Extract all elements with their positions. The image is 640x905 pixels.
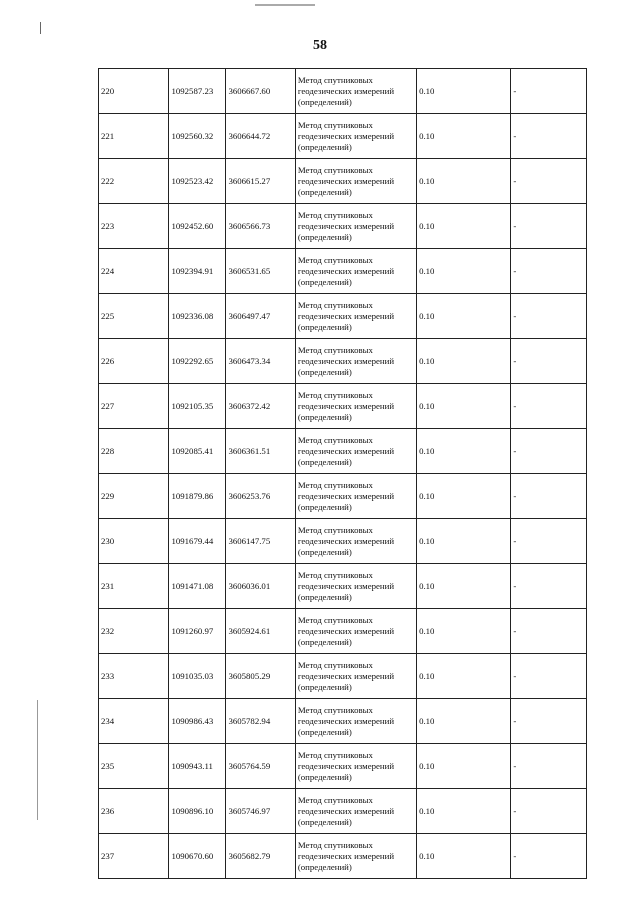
x-coordinate-cell: 1092292.65: [169, 339, 226, 384]
point-number-cell: 223: [99, 204, 169, 249]
point-number-cell: 226: [99, 339, 169, 384]
method-text-line: Метод спутниковых: [297, 704, 373, 715]
accuracy-cell: 0.10: [417, 429, 511, 474]
method-cell: [295, 834, 416, 879]
y-coordinate-cell: 3606036.01: [226, 564, 295, 609]
page-number: 58: [313, 38, 327, 53]
method-text-line: Метод спутниковых: [297, 839, 373, 850]
accuracy-cell: 0.10: [417, 69, 511, 114]
accuracy-cell: 0.10: [417, 249, 511, 294]
method-text-line: геодезических измерений: [297, 220, 395, 231]
method-text-line: (определений): [297, 681, 352, 692]
table-row: [99, 384, 587, 429]
method-cell: [295, 339, 416, 384]
method-cell: [295, 654, 416, 699]
point-number-cell: 233: [99, 654, 169, 699]
coordinates-table: [98, 68, 587, 879]
note-cell: -: [511, 249, 587, 294]
method-cell: [295, 114, 416, 159]
x-coordinate-cell: 1092523.42: [169, 159, 226, 204]
accuracy-cell: 0.10: [417, 834, 511, 879]
method-text-line: Метод спутниковых: [297, 209, 373, 220]
method-text-line: Метод спутниковых: [297, 74, 373, 85]
method-text-line: (определений): [297, 321, 352, 332]
accuracy-cell: 0.10: [417, 339, 511, 384]
note-cell: -: [511, 789, 587, 834]
method-text-line: геодезических измерений: [297, 625, 395, 636]
method-text-line: геодезических измерений: [297, 805, 395, 816]
method-text-line: Метод спутниковых: [297, 794, 373, 805]
point-number-cell: 231: [99, 564, 169, 609]
point-number-cell: 225: [99, 294, 169, 339]
point-number-cell: 221: [99, 114, 169, 159]
x-coordinate-cell: 1092452.60: [169, 204, 226, 249]
x-coordinate-cell: 1090943.11: [169, 744, 226, 789]
y-coordinate-cell: 3606531.65: [226, 249, 295, 294]
note-cell: -: [511, 744, 587, 789]
table-row: [99, 429, 587, 474]
method-text-line: геодезических измерений: [297, 490, 395, 501]
x-coordinate-cell: 1092587.23: [169, 69, 226, 114]
method-text-line: геодезических измерений: [297, 715, 395, 726]
table-row: [99, 789, 587, 834]
x-coordinate-cell: 1092105.35: [169, 384, 226, 429]
method-text-line: Метод спутниковых: [297, 614, 373, 625]
method-text-line: Метод спутниковых: [297, 479, 373, 490]
method-cell: [295, 744, 416, 789]
x-coordinate-cell: 1092560.32: [169, 114, 226, 159]
note-cell: -: [511, 474, 587, 519]
x-coordinate-cell: 1092336.08: [169, 294, 226, 339]
table-row: [99, 69, 587, 114]
point-number-cell: 229: [99, 474, 169, 519]
table-row: [99, 204, 587, 249]
accuracy-cell: 0.10: [417, 474, 511, 519]
point-number-cell: 222: [99, 159, 169, 204]
note-cell: -: [511, 699, 587, 744]
note-cell: -: [511, 609, 587, 654]
point-number-cell: 230: [99, 519, 169, 564]
y-coordinate-cell: 3605805.29: [226, 654, 295, 699]
method-cell: [295, 204, 416, 249]
point-number-cell: 227: [99, 384, 169, 429]
method-cell: [295, 519, 416, 564]
point-number-cell: 234: [99, 699, 169, 744]
y-coordinate-cell: 3606615.27: [226, 159, 295, 204]
method-text-line: (определений): [297, 231, 352, 242]
method-text-line: (определений): [297, 456, 352, 467]
method-cell: [295, 474, 416, 519]
method-text-line: геодезических измерений: [297, 310, 395, 321]
method-text-line: геодезических измерений: [297, 445, 395, 456]
point-number-cell: 236: [99, 789, 169, 834]
method-text-line: (определений): [297, 186, 352, 197]
method-text-line: геодезических измерений: [297, 400, 395, 411]
method-text-line: Метод спутниковых: [297, 389, 373, 400]
method-cell: [295, 609, 416, 654]
note-cell: -: [511, 834, 587, 879]
y-coordinate-cell: 3606372.42: [226, 384, 295, 429]
accuracy-cell: 0.10: [417, 159, 511, 204]
accuracy-cell: 0.10: [417, 384, 511, 429]
method-cell: [295, 789, 416, 834]
y-coordinate-cell: 3605682.79: [226, 834, 295, 879]
method-cell: [295, 249, 416, 294]
table-row: [99, 699, 587, 744]
x-coordinate-cell: 1092085.41: [169, 429, 226, 474]
method-text-line: (определений): [297, 276, 352, 287]
x-coordinate-cell: 1092394.91: [169, 249, 226, 294]
method-text-line: (определений): [297, 141, 352, 152]
method-text-line: геодезических измерений: [297, 130, 395, 141]
y-coordinate-cell: 3606253.76: [226, 474, 295, 519]
accuracy-cell: 0.10: [417, 204, 511, 249]
y-coordinate-cell: 3605746.97: [226, 789, 295, 834]
method-text-line: геодезических измерений: [297, 85, 395, 96]
method-cell: [295, 429, 416, 474]
x-coordinate-cell: 1091879.86: [169, 474, 226, 519]
point-number-cell: 220: [99, 69, 169, 114]
accuracy-cell: 0.10: [417, 609, 511, 654]
method-text-line: геодезических измерений: [297, 760, 395, 771]
x-coordinate-cell: 1090896.10: [169, 789, 226, 834]
point-number-cell: 224: [99, 249, 169, 294]
accuracy-cell: 0.10: [417, 744, 511, 789]
table-row: [99, 834, 587, 879]
method-text-line: (определений): [297, 546, 352, 557]
method-text-line: (определений): [297, 636, 352, 647]
method-text-line: геодезических измерений: [297, 670, 395, 681]
method-text-line: (определений): [297, 411, 352, 422]
method-text-line: (определений): [297, 816, 352, 827]
accuracy-cell: 0.10: [417, 114, 511, 159]
note-cell: -: [511, 384, 587, 429]
table-row: [99, 744, 587, 789]
method-text-line: (определений): [297, 96, 352, 107]
method-text-line: Метод спутниковых: [297, 434, 373, 445]
x-coordinate-cell: 1091679.44: [169, 519, 226, 564]
table-row: [99, 294, 587, 339]
method-cell: [295, 564, 416, 609]
note-cell: -: [511, 294, 587, 339]
y-coordinate-cell: 3606497.47: [226, 294, 295, 339]
method-text-line: Метод спутниковых: [297, 119, 373, 130]
note-cell: -: [511, 339, 587, 384]
method-text-line: Метод спутниковых: [297, 164, 373, 175]
method-text-line: геодезических измерений: [297, 265, 395, 276]
accuracy-cell: 0.10: [417, 789, 511, 834]
y-coordinate-cell: 3606473.34: [226, 339, 295, 384]
method-text-line: геодезических измерений: [297, 355, 395, 366]
point-number-cell: 228: [99, 429, 169, 474]
scan-artifact-left-line: [40, 22, 41, 34]
accuracy-cell: 0.10: [417, 519, 511, 564]
point-number-cell: 237: [99, 834, 169, 879]
x-coordinate-cell: 1090670.60: [169, 834, 226, 879]
point-number-cell: 232: [99, 609, 169, 654]
method-cell: [295, 159, 416, 204]
scan-artifact-left-line: [37, 700, 38, 820]
method-text-line: Метод спутниковых: [297, 569, 373, 580]
y-coordinate-cell: 3606644.72: [226, 114, 295, 159]
note-cell: -: [511, 204, 587, 249]
y-coordinate-cell: 3606667.60: [226, 69, 295, 114]
method-text-line: геодезических измерений: [297, 175, 395, 186]
note-cell: -: [511, 114, 587, 159]
scan-artifact-top-smudge: [255, 4, 315, 6]
y-coordinate-cell: 3606147.75: [226, 519, 295, 564]
y-coordinate-cell: 3605924.61: [226, 609, 295, 654]
accuracy-cell: 0.10: [417, 564, 511, 609]
x-coordinate-cell: 1091471.08: [169, 564, 226, 609]
method-cell: [295, 699, 416, 744]
method-text-line: (определений): [297, 726, 352, 737]
x-coordinate-cell: 1091260.97: [169, 609, 226, 654]
table-row: [99, 249, 587, 294]
table-row: [99, 159, 587, 204]
note-cell: -: [511, 654, 587, 699]
table-row: [99, 654, 587, 699]
method-text-line: геодезических измерений: [297, 850, 395, 861]
note-cell: -: [511, 564, 587, 609]
method-text-line: (определений): [297, 501, 352, 512]
y-coordinate-cell: 3606361.51: [226, 429, 295, 474]
accuracy-cell: 0.10: [417, 699, 511, 744]
method-text-line: геодезических измерений: [297, 580, 395, 591]
accuracy-cell: 0.10: [417, 294, 511, 339]
method-text-line: Метод спутниковых: [297, 344, 373, 355]
method-cell: [295, 384, 416, 429]
method-text-line: Метод спутниковых: [297, 254, 373, 265]
method-text-line: геодезических измерений: [297, 535, 395, 546]
table-row: [99, 114, 587, 159]
method-text-line: (определений): [297, 366, 352, 377]
method-text-line: Метод спутниковых: [297, 749, 373, 760]
table-row: [99, 339, 587, 384]
note-cell: -: [511, 159, 587, 204]
x-coordinate-cell: 1091035.03: [169, 654, 226, 699]
point-number-cell: 235: [99, 744, 169, 789]
y-coordinate-cell: 3606566.73: [226, 204, 295, 249]
note-cell: -: [511, 69, 587, 114]
table-row: [99, 609, 587, 654]
y-coordinate-cell: 3605764.59: [226, 744, 295, 789]
method-text-line: Метод спутниковых: [297, 524, 373, 535]
table-row: [99, 474, 587, 519]
method-text-line: (определений): [297, 591, 352, 602]
method-cell: [295, 69, 416, 114]
method-cell: [295, 294, 416, 339]
accuracy-cell: 0.10: [417, 654, 511, 699]
table-row: [99, 519, 587, 564]
table-row: [99, 564, 587, 609]
note-cell: -: [511, 519, 587, 564]
note-cell: -: [511, 429, 587, 474]
y-coordinate-cell: 3605782.94: [226, 699, 295, 744]
method-text-line: (определений): [297, 771, 352, 782]
method-text-line: Метод спутниковых: [297, 659, 373, 670]
method-text-line: Метод спутниковых: [297, 299, 373, 310]
x-coordinate-cell: 1090986.43: [169, 699, 226, 744]
method-text-line: (определений): [297, 861, 352, 872]
